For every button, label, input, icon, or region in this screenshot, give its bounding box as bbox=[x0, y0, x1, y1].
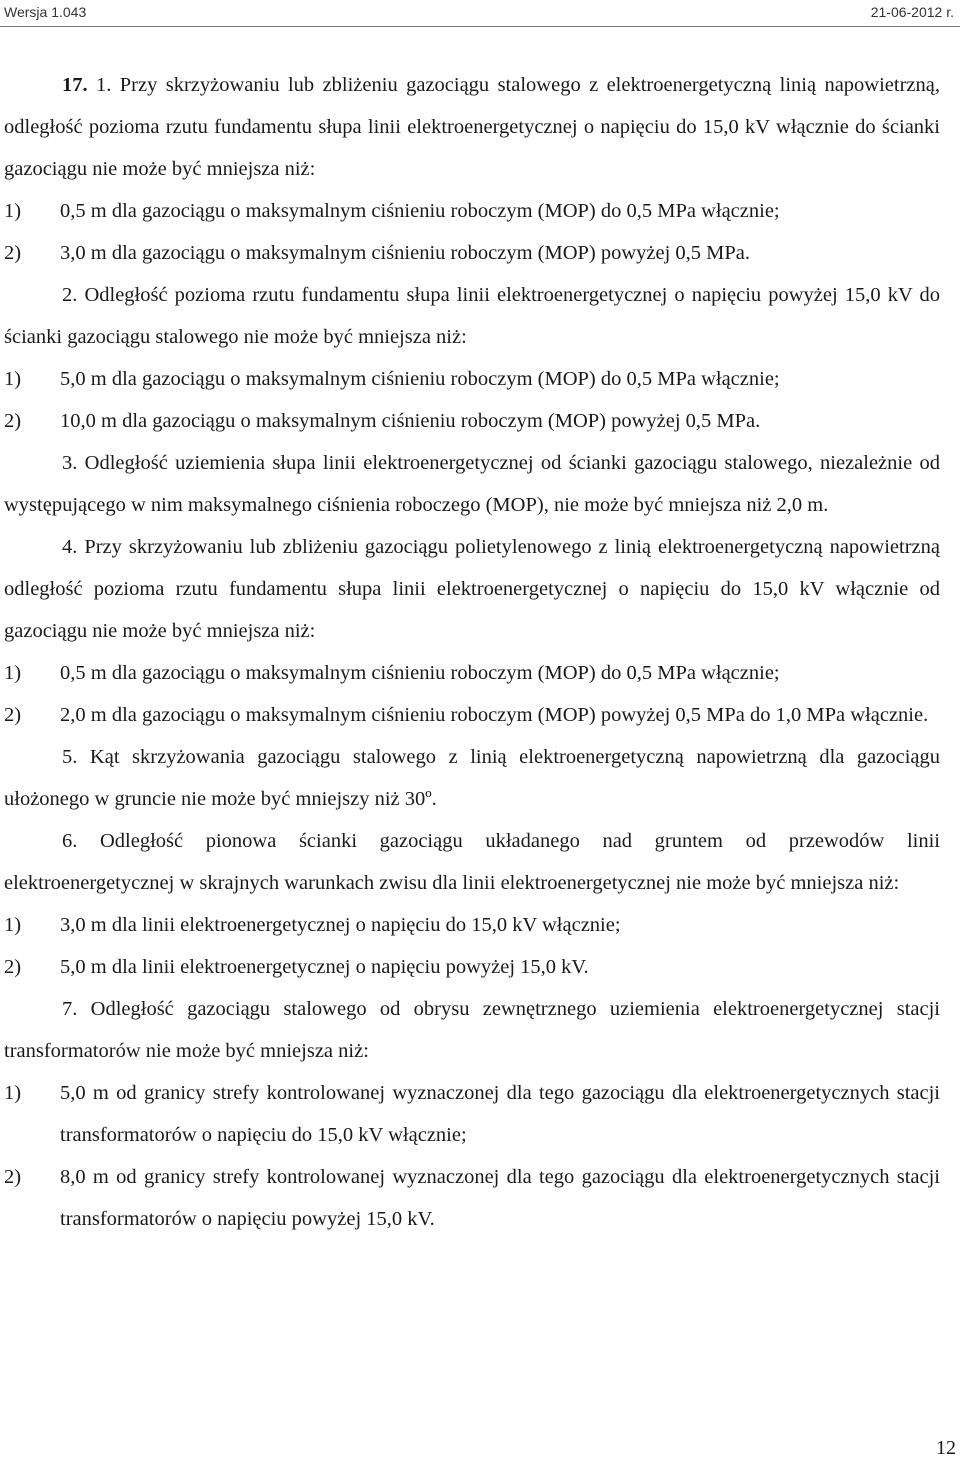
list-item bbox=[4, 400, 940, 442]
item-number: 2) bbox=[4, 1166, 22, 1188]
list-item bbox=[4, 1072, 940, 1156]
section-6: 6. Odległość pionowa ścianki gazociągu układanego nad gruntem od przewodów linii elektroenergetycznej w skrajnych warunkach zwisu dla linii elektroenergetycznej nie może być mniejsza niż: bbox=[4, 830, 940, 894]
section-2: 2. Odległość pozioma rzutu fundamentu słupa linii elektroenergetycznej o napięciu powyżej 15,0 kV do ścianki gazociągu stalowego nie może być mniejsza niż: bbox=[4, 284, 940, 348]
list-item bbox=[4, 694, 940, 736]
item-text: 5,0 m dla gazociągu o maksymalnym ciśnieniu roboczym (MOP) do 0,5 MPa włącznie; bbox=[60, 368, 780, 390]
item-number: 1) bbox=[4, 200, 22, 222]
item-text: 2,0 m dla gazociągu o maksymalnym ciśnieniu roboczym (MOP) powyżej 0,5 MPa do 1,0 MPa włącznie. bbox=[60, 704, 929, 726]
list-item bbox=[4, 190, 940, 232]
item-text: 3,0 m dla gazociągu o maksymalnym ciśnieniu roboczym (MOP) powyżej 0,5 MPa. bbox=[60, 242, 751, 264]
section-7: 7. Odległość gazociągu stalowego od obrysu zewnętrznego uziemienia elektroenergetycznej stacji transformatorów nie może być mniejsza niż: bbox=[4, 998, 940, 1062]
list-item bbox=[4, 1156, 940, 1240]
item-number: 2) bbox=[4, 956, 22, 978]
page-header bbox=[0, 0, 960, 30]
item-number: 1) bbox=[4, 662, 22, 684]
item-text: 0,5 m dla gazociągu o maksymalnym ciśnieniu roboczym (MOP) do 0,5 MPa włącznie; bbox=[60, 200, 780, 222]
section-3: 3. Odległość uziemienia słupa linii elektroenergetycznej od ścianki gazociągu stalowego, niezależnie od występującego w nim maksymalnego ciśnienia roboczego (MOP), nie może być mniejsza niż 2,0 m. bbox=[4, 452, 940, 516]
date-label: 21-06-2012 r. bbox=[870, 4, 954, 20]
item-number: 1) bbox=[4, 1082, 22, 1104]
section-number: 17. bbox=[62, 74, 88, 96]
section-4: 4. Przy skrzyżowaniu lub zbliżeniu gazociągu polietylenowego z linią elektroenergetyczną napowietrzną odległość pozioma rzutu fundamentu słupa linii elektroenergetycznej o napięciu do 15,0 kV włącznie od gazociągu nie może być mniejsza niż: bbox=[4, 536, 940, 642]
item-text: 0,5 m dla gazociągu o maksymalnym ciśnieniu roboczym (MOP) do 0,5 MPa włącznie; bbox=[60, 662, 780, 684]
item-text: 5,0 m od granicy strefy kontrolowanej wyznaczonej dla tego gazociągu dla elektroenergetycznych stacji transformatorów o napięciu do 15,0 kV włącznie; bbox=[60, 1082, 940, 1146]
version-label: Wersja 1.043 bbox=[4, 4, 87, 20]
list-item bbox=[4, 232, 940, 274]
item-number: 1) bbox=[4, 368, 22, 390]
document-body bbox=[4, 64, 940, 1240]
item-text: 10,0 m dla gazociągu o maksymalnym ciśnieniu roboczym (MOP) powyżej 0,5 MPa. bbox=[60, 410, 761, 432]
section-5: 5. Kąt skrzyżowania gazociągu stalowego z linią elektroenergetyczną napowietrzną dla gazociągu ułożonego w gruncie nie może być mniejszy niż 30º. bbox=[4, 746, 940, 810]
item-text: 3,0 m dla linii elektroenergetycznej o napięciu do 15,0 kV włącznie; bbox=[60, 914, 621, 936]
section-17-1: 17. 1. Przy skrzyżowaniu lub zbliżeniu gazociągu stalowego z elektroenergetyczną linią napowietrzną, odległość pozioma rzutu fundamentu słupa linii elektroenergetycznej o napięciu do 15,0 kV włącznie do ścianki gazociągu nie może być mniejsza niż: bbox=[4, 74, 940, 180]
item-number: 2) bbox=[4, 410, 22, 432]
item-text: 5,0 m dla linii elektroenergetycznej o napięciu powyżej 15,0 kV. bbox=[60, 956, 589, 978]
item-number: 1) bbox=[4, 914, 22, 936]
item-number: 2) bbox=[4, 242, 22, 264]
page-number: 12 bbox=[936, 1437, 956, 1459]
list-item bbox=[4, 358, 940, 400]
list-item bbox=[4, 652, 940, 694]
item-text: 8,0 m od granicy strefy kontrolowanej wyznaczonej dla tego gazociągu dla elektroenergetycznych stacji transformatorów o napięciu powyżej 15,0 kV. bbox=[60, 1166, 940, 1230]
list-item bbox=[4, 946, 940, 988]
list-item bbox=[4, 904, 940, 946]
header-divider bbox=[0, 26, 960, 27]
item-number: 2) bbox=[4, 704, 22, 726]
